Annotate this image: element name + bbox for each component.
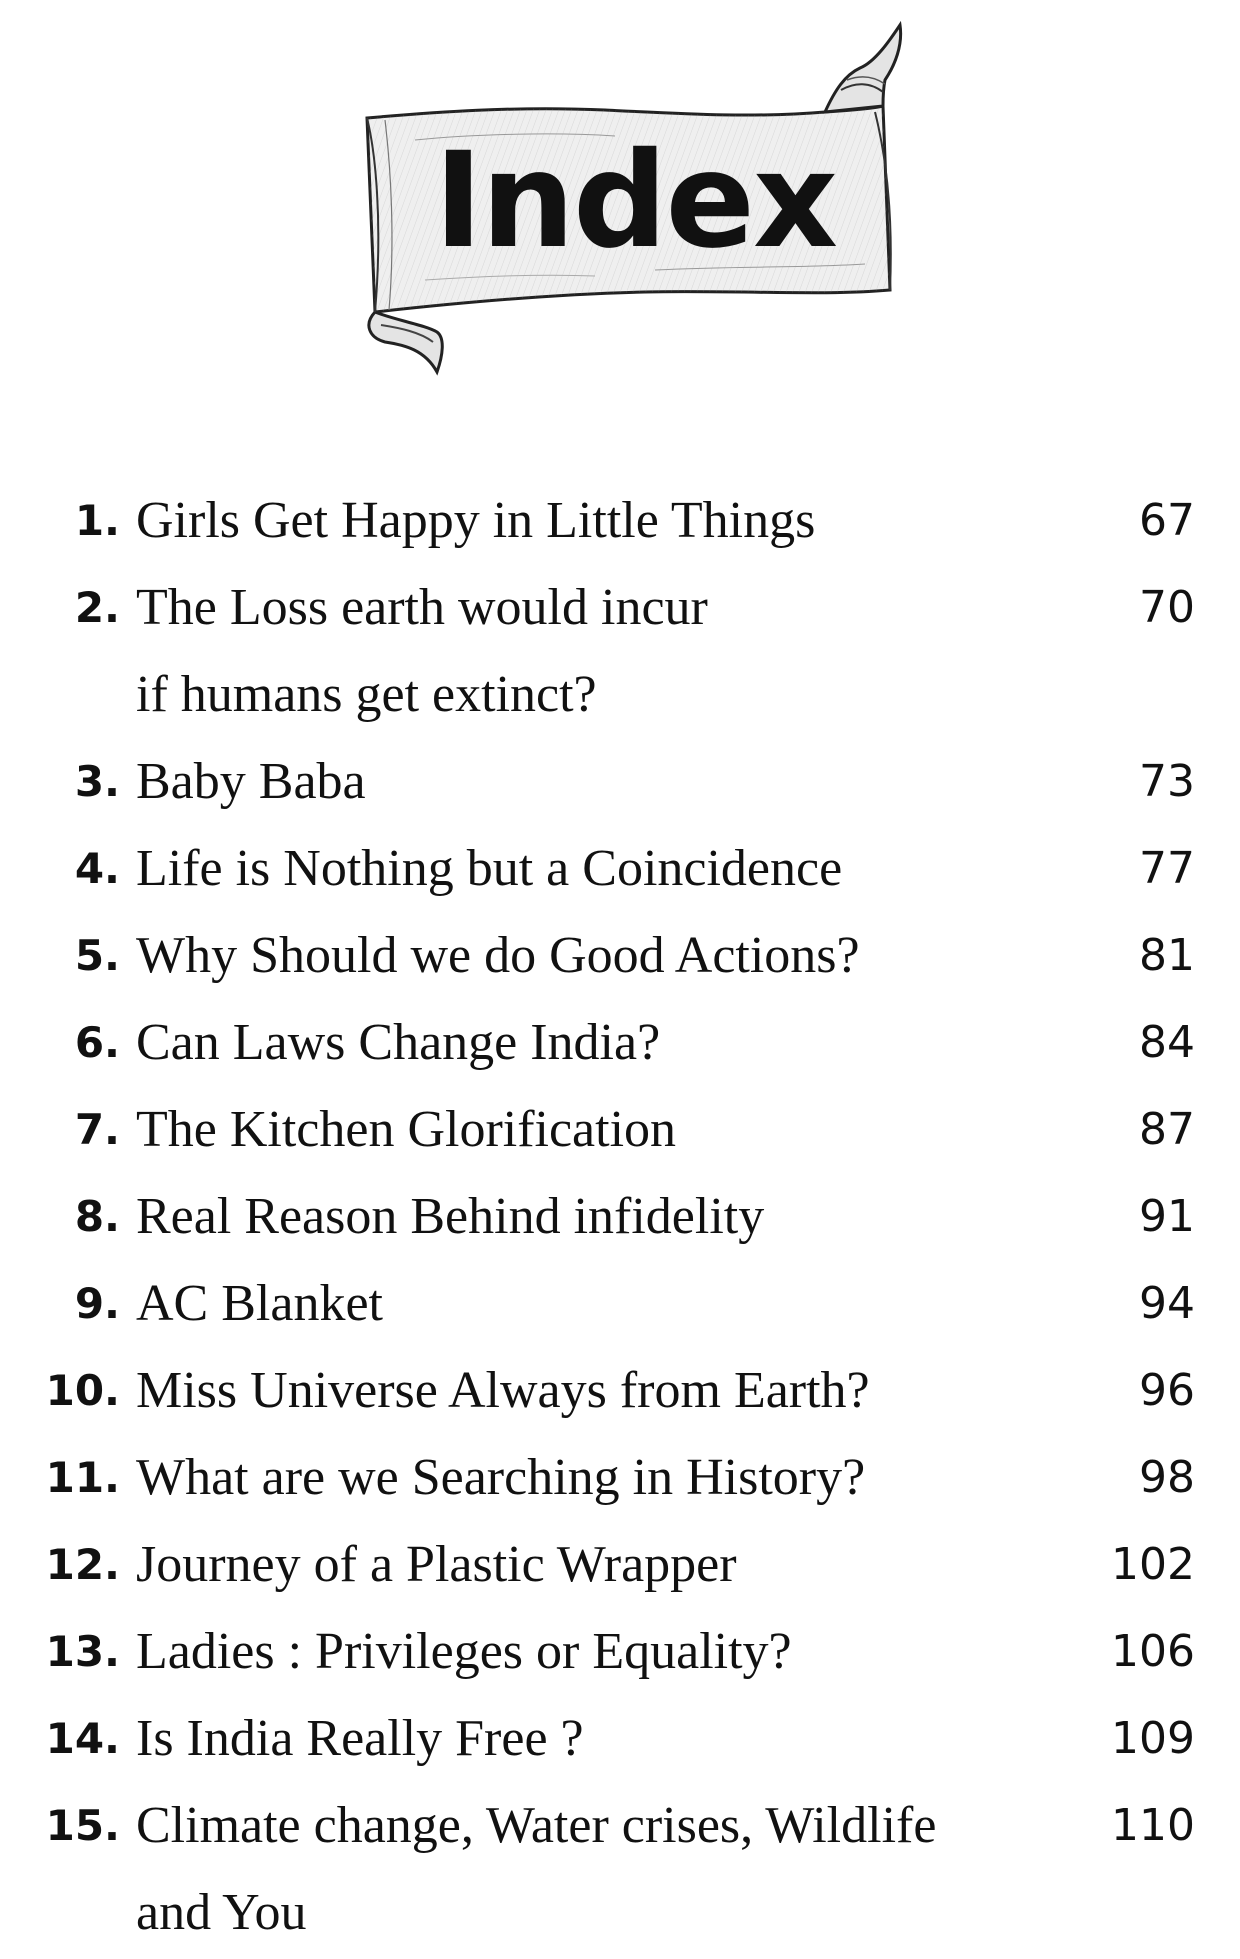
entry-number: 1. <box>74 496 120 545</box>
list-item <box>0 999 1240 1086</box>
entry-number: 5. <box>74 931 120 980</box>
entry-number: 6. <box>74 1018 120 1067</box>
entry-page-number: 91 <box>1139 1191 1195 1242</box>
entry-page-number: 81 <box>1139 930 1195 981</box>
list-item <box>0 1782 1240 1956</box>
entry-page-number: 67 <box>1139 495 1195 546</box>
entry-number: 3. <box>74 757 120 806</box>
entry-title: The Loss earth would incur <box>136 579 708 636</box>
list-item <box>0 825 1240 912</box>
entry-title: Can Laws Change India? <box>136 1014 661 1071</box>
entry-title: The Kitchen Glorification <box>136 1101 677 1158</box>
list-item <box>0 1347 1240 1434</box>
entry-page-number: 87 <box>1139 1104 1195 1155</box>
entry-page-number: 102 <box>1111 1539 1195 1590</box>
entry-page-number: 96 <box>1139 1365 1195 1416</box>
page-title: Index <box>433 124 837 278</box>
entry-page-number: 94 <box>1139 1278 1195 1329</box>
list-item <box>0 738 1240 825</box>
list-item <box>0 1608 1240 1695</box>
entry-title: Life is Nothing but a Coincidence <box>136 840 843 897</box>
entry-title: Is India Really Free ? <box>136 1710 584 1767</box>
list-item <box>0 1173 1240 1260</box>
entry-number: 7. <box>74 1105 120 1154</box>
list-item <box>0 1434 1240 1521</box>
entry-number: 15. <box>45 1801 120 1850</box>
list-item <box>0 477 1240 564</box>
entry-page-number: 98 <box>1139 1452 1195 1503</box>
entry-number: 11. <box>45 1453 120 1502</box>
list-item <box>0 912 1240 999</box>
entry-page-number: 109 <box>1111 1713 1195 1764</box>
list-item <box>0 1260 1240 1347</box>
entry-page-number: 106 <box>1111 1626 1195 1677</box>
list-item <box>0 1695 1240 1782</box>
entry-number: 14. <box>45 1714 120 1763</box>
entry-number: 8. <box>74 1192 120 1241</box>
entry-page-number: 73 <box>1139 756 1195 807</box>
list-item <box>0 564 1240 738</box>
entry-title: Real Reason Behind infidelity <box>136 1188 765 1245</box>
entry-title: Girls Get Happy in Little Things <box>136 492 816 549</box>
list-item <box>0 1086 1240 1173</box>
entry-page-number: 70 <box>1139 582 1195 633</box>
entry-number: 9. <box>74 1279 120 1328</box>
entry-title: if humans get extinct? <box>136 666 597 723</box>
entry-title: AC Blanket <box>136 1275 383 1332</box>
entry-title: Climate change, Water crises, Wildlife <box>136 1797 937 1854</box>
entry-title: Journey of a Plastic Wrapper <box>136 1536 737 1593</box>
entry-title: and You <box>136 1884 307 1941</box>
entry-title: Miss Universe Always from Earth? <box>136 1362 870 1419</box>
list-item <box>0 1521 1240 1608</box>
entry-title: Baby Baba <box>136 753 366 810</box>
entry-title: Why Should we do Good Actions? <box>136 927 860 984</box>
entry-title: Ladies : Privileges or Equality? <box>136 1623 792 1680</box>
index-banner <box>355 20 915 380</box>
entry-title: What are we Searching in History? <box>136 1449 866 1506</box>
entry-page-number: 84 <box>1139 1017 1195 1068</box>
entry-number: 4. <box>74 844 120 893</box>
entry-page-number: 110 <box>1111 1800 1195 1851</box>
entry-number: 10. <box>45 1366 120 1415</box>
entry-number: 12. <box>45 1540 120 1589</box>
entry-page-number: 77 <box>1139 843 1195 894</box>
entry-number: 2. <box>74 583 120 632</box>
entry-number: 13. <box>45 1627 120 1676</box>
